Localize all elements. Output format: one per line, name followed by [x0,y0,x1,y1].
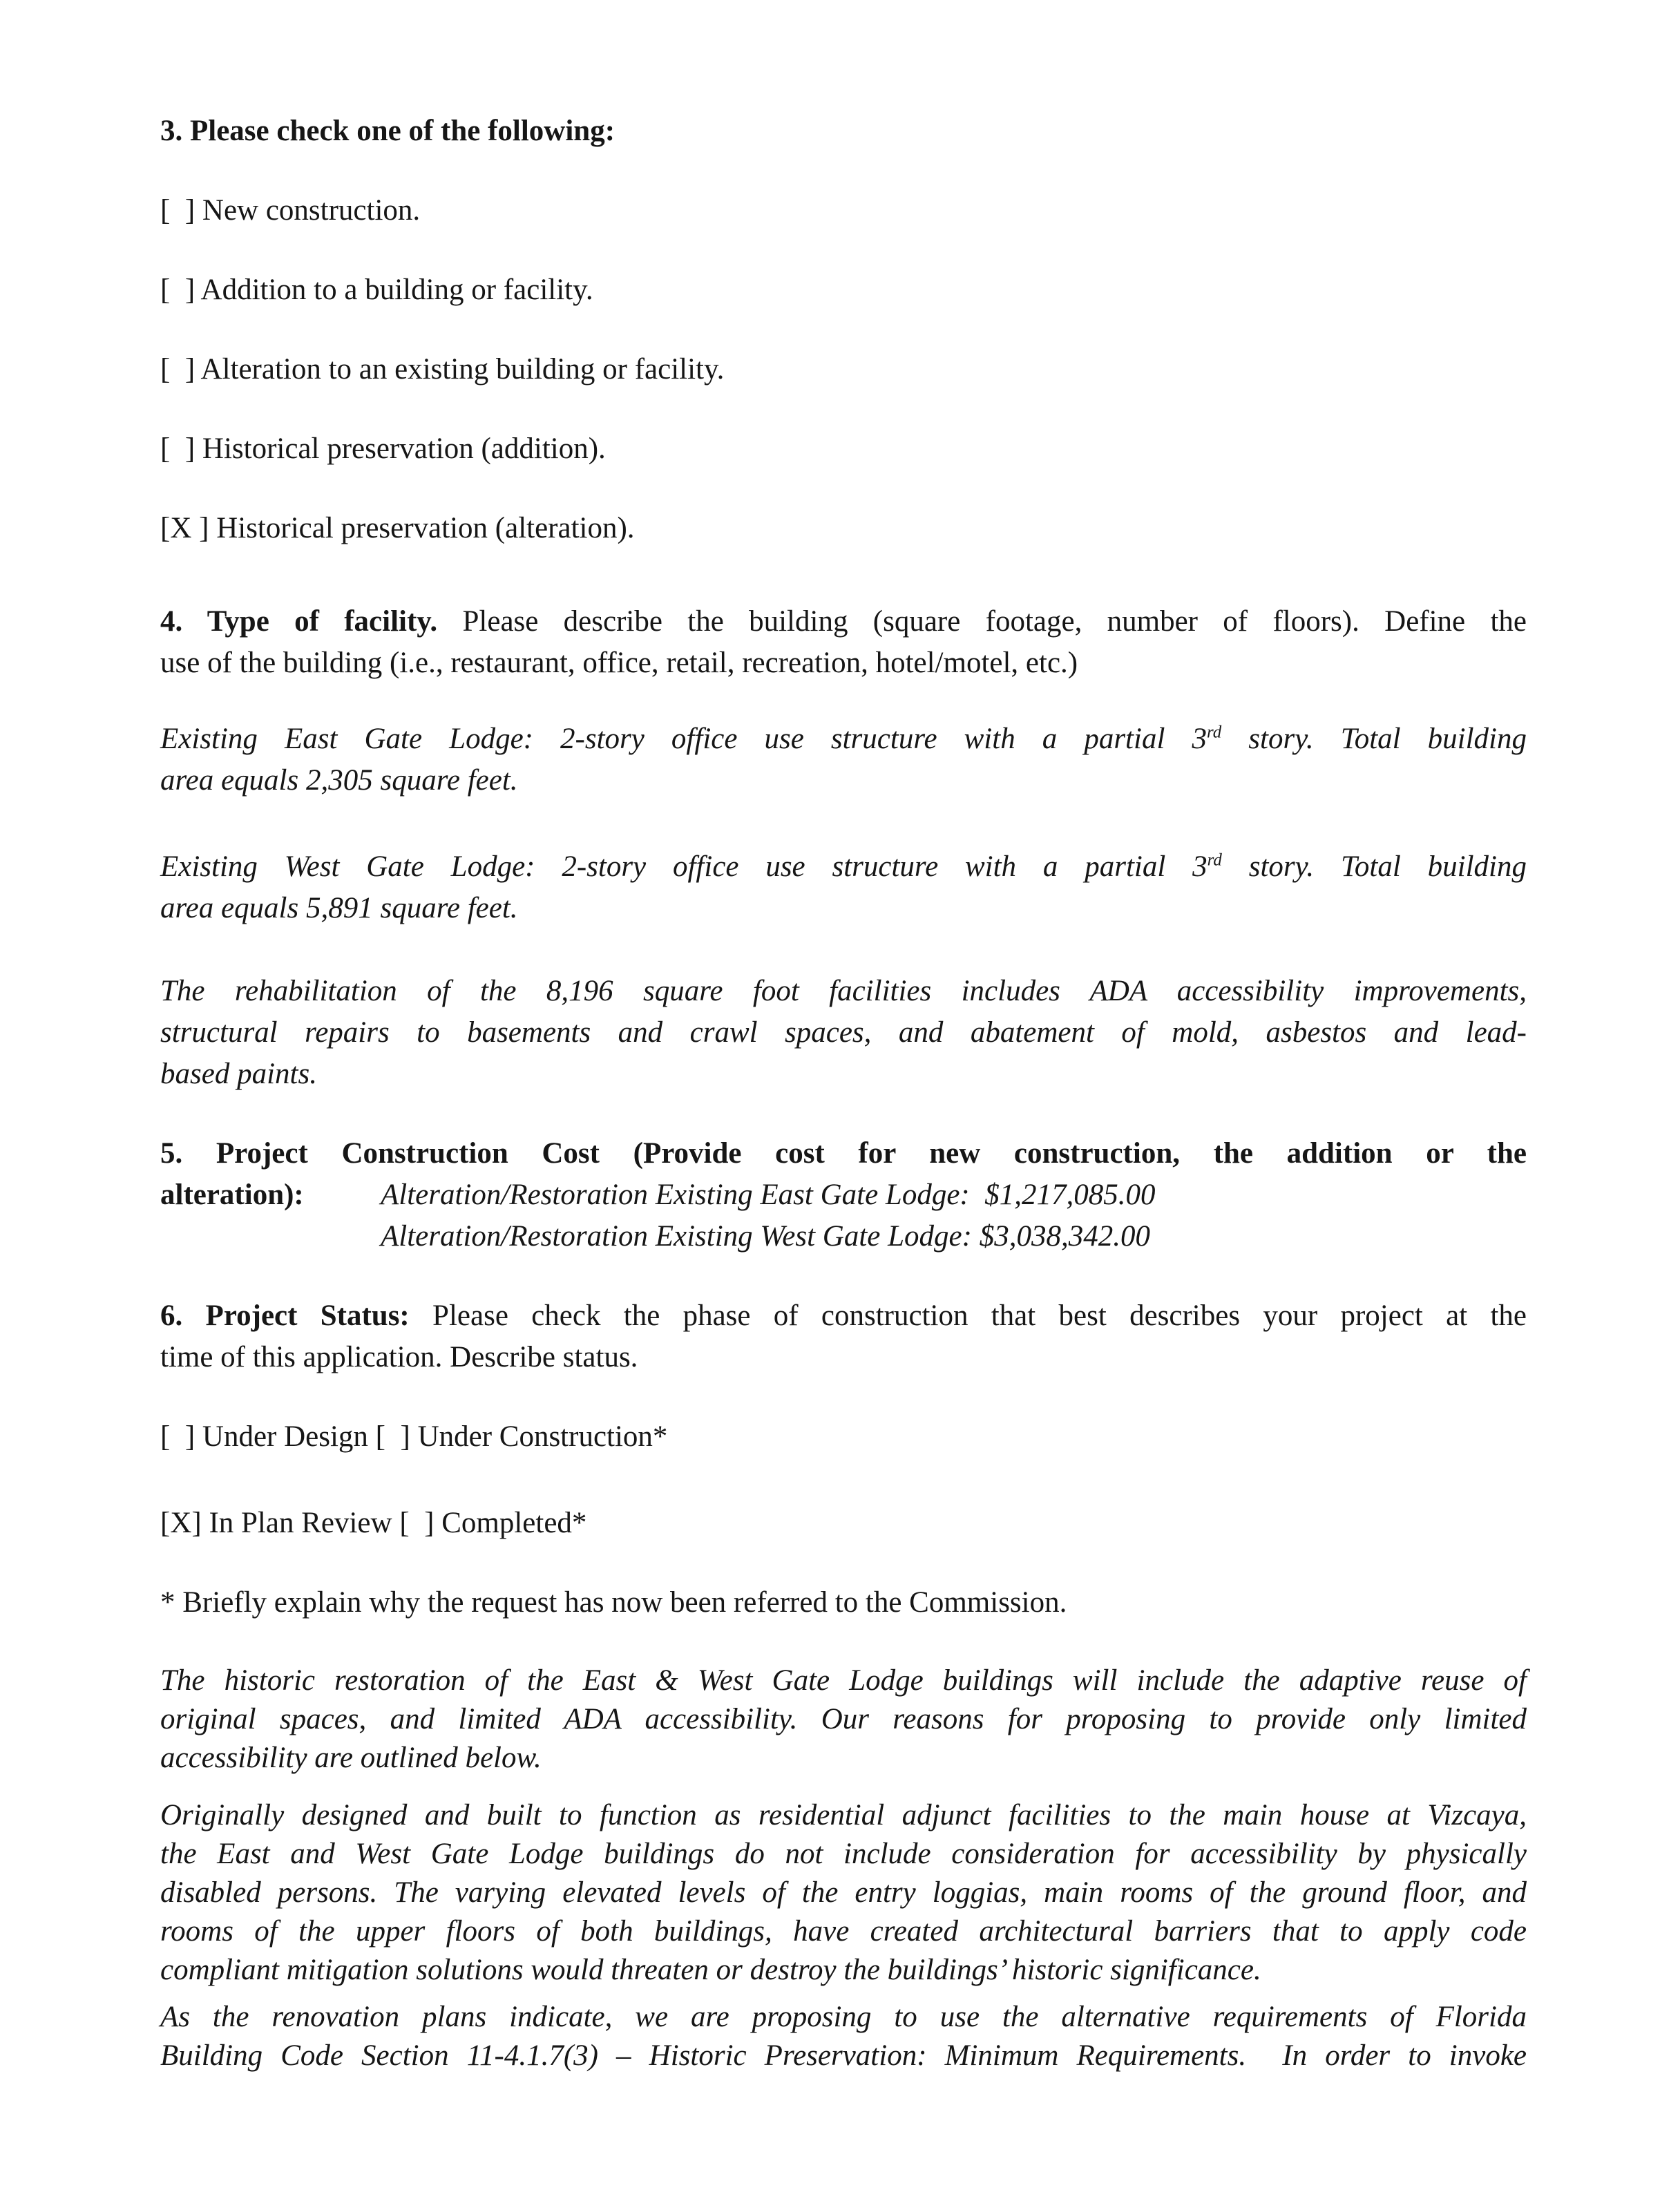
explanation3-line2: Building Code Section 11-4.1.7(3) – Historic Preservation: Minimum Requirements. In order to invoke [160,2039,1527,2072]
section5-number: 5. [160,1137,216,1170]
explanation1-line1: The historic restoration of the East & West Gate Lodge buildings will include the adaptive reuse of [160,1664,1527,1697]
rehabilitation-response [160,971,1527,1095]
section4-number: 4. [160,605,207,638]
checkbox-historical-alteration-checked: [X ] [160,512,209,544]
explanation2-line3: disabled persons. The varying elevated levels of the entry loggias, main rooms of the ground floor, and [160,1876,1527,1909]
checkbox-under-design: [ ] [160,1420,195,1453]
section4-intro [160,601,1527,684]
explanation3-line1: As the renovation plans indicate, we are proposing to use the alternative requirements of Florida [160,2001,1527,2033]
section6-line1 [160,1295,1527,1337]
section3-number: 3. [160,115,190,147]
explanation2-line4: rooms of the upper floors of both buildings, have created architectural barriers that to apply code [160,1915,1527,1948]
section5-cost [160,1133,1527,1257]
explanation-paragraph-1 [160,1662,1527,1778]
explanation2-line1: Originally designed and built to function as residential adjunct facilities to the main house at Vizcaya, [160,1799,1527,1831]
rehab-line2: structural repairs to basements and crawl spaces, and abatement of mold, asbestos and lead- [160,1016,1527,1049]
checkbox-item-new-construction [160,190,1527,231]
explanation1-line2: original spaces, and limited ADA accessibility. Our reasons for proposing to provide only limited [160,1703,1527,1735]
ordinal-superscript: rd [1207,850,1222,870]
east-gate-line1 [160,718,1527,760]
checkbox-completed: [ ] [399,1507,435,1539]
checkbox-in-plan-review-checked: [X] [160,1507,202,1539]
footnote-asterisk: * Briefly explain why the request has now been referred to the Commission. [160,1586,1067,1619]
ordinal-superscript: rd [1206,723,1222,742]
west-gate-text-cont: story. Total building [1221,850,1527,883]
explanation2-line2: the East and West Gate Lodge buildings do not include consideration for accessibility by physically [160,1838,1527,1870]
checkbox-label-in-plan-review: In Plan Review [201,1507,400,1539]
explanation2-line5: compliant mitigation solutions would threaten or destroy the buildings’ historic significance. [160,1954,1261,1986]
east-gate-cost-value: Alteration/Restoration Existing East Gate Lodge: $1,217,085.00 [381,1179,1156,1211]
checkbox-item-historical-addition [160,428,1527,470]
section4-line1 [160,601,1527,642]
checkbox-historical-addition: [ ] [160,432,195,465]
checkbox-label-historical-alteration: Historical preservation (alteration). [209,512,635,544]
west-gate-text: Existing West Gate Lodge: 2-story office use structure with a partial 3 [160,850,1208,883]
section6-prompt: Please check the phase of construction that best describes your project at the [432,1300,1527,1332]
west-gate-line1 [160,846,1527,888]
section3-title: Please check one of the following: [190,115,615,147]
section4-line2: use of the building (i.e., restaurant, office, retail, recreation, hotel/motel, etc.) [160,647,1078,679]
checkbox-under-construction: [ ] [375,1420,410,1453]
section5-line1 [160,1133,1527,1174]
section6-number: 6. [160,1300,206,1332]
rehab-line1: The rehabilitation of the 8,196 square foot facilities includes ADA accessibility improvements, [160,975,1527,1007]
section6-line2: time of this application. Describe status. [160,1341,638,1373]
checkbox-label-under-design: Under Design [195,1420,376,1453]
section5-title-cont: alteration): [160,1179,304,1211]
east-gate-text-cont: story. Total building [1221,723,1527,755]
section4-prompt: Please describe the building (square footage, number of floors). Define the [462,605,1527,638]
section5-title: Project Construction Cost (Provide cost for new construction, the addition or the [216,1137,1527,1170]
east-gate-response [160,718,1527,801]
explanation1-line3: accessibility are outlined below. [160,1742,542,1774]
checkbox-label-under-construction: Under Construction* [410,1420,668,1453]
checkbox-label-completed: Completed* [434,1507,587,1539]
checkbox-addition: [ ] [160,274,195,306]
checkbox-label-alteration: Alteration to an existing building or facility. [195,353,725,385]
checkbox-item-addition [160,269,1527,311]
checkbox-item-historical-alteration [160,508,1527,549]
section3-heading [160,111,1527,152]
east-gate-line2: area equals 2,305 square feet. [160,764,518,797]
explanation-paragraph-3 [160,1998,1527,2075]
section4-title: Type of facility. [207,605,463,638]
east-gate-text: Existing East Gate Lodge: 2-story office use structure with a partial 3 [160,723,1207,755]
checkbox-alteration: [ ] [160,353,195,385]
rehab-line3: based paints. [160,1058,317,1090]
status-row-review-completed [160,1503,1527,1544]
west-gate-response [160,846,1527,929]
checkbox-label-historical-addition: Historical preservation (addition). [195,432,606,465]
checkbox-new-construction: [ ] [160,194,195,227]
checkbox-label-addition: Addition to a building or facility. [195,274,593,306]
section5-line2 [160,1174,1527,1216]
section6-title: Project Status: [205,1300,433,1332]
west-gate-cost-value: Alteration/Restoration Existing West Gate Lodge: $3,038,342.00 [381,1220,1150,1253]
status-row-design-construction [160,1416,1527,1458]
checkbox-item-alteration [160,349,1527,390]
explanation-paragraph-2 [160,1796,1527,1990]
section6-status [160,1295,1527,1378]
west-gate-line2: area equals 5,891 square feet. [160,892,518,924]
checkbox-label-new-construction: New construction. [195,194,421,227]
